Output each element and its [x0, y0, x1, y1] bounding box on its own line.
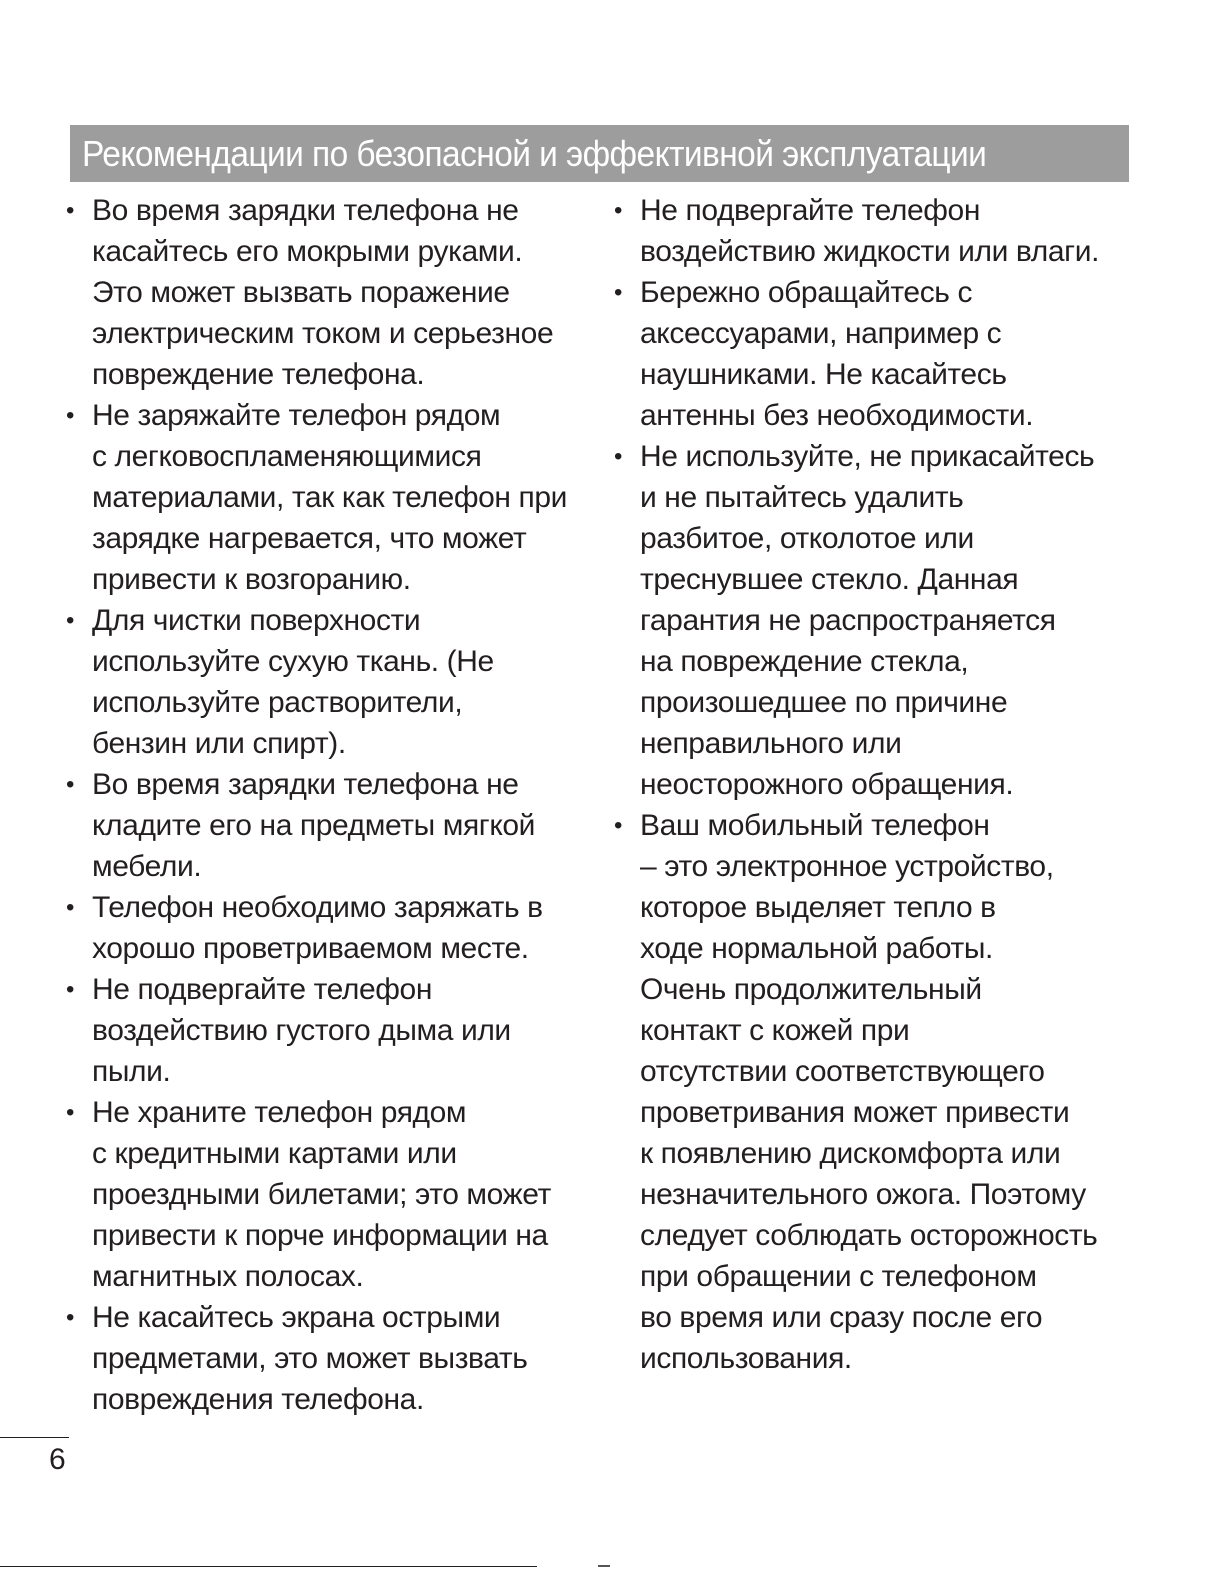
trim-mark	[598, 1565, 610, 1567]
list-item	[614, 436, 1134, 805]
list-item-text: Во время зарядки телефона не касайтесь его мокрыми руками. Это может вызвать поражение электрическим током и серьезное повреждение телефона.	[92, 194, 554, 391]
left-column-list	[66, 190, 591, 1420]
list-item	[66, 600, 591, 764]
list-item	[66, 1297, 591, 1420]
bullet-icon: •	[66, 771, 75, 798]
page-number: 6	[49, 1443, 66, 1476]
list-item	[614, 190, 1134, 272]
bullet-icon: •	[614, 197, 623, 224]
list-item-text: Не подвергайте телефон воздействию жидкости или влаги.	[640, 194, 1100, 268]
list-item	[66, 1092, 591, 1297]
list-item-text: Не касайтесь экрана острыми предметами, это может вызвать повреждения телефона.	[92, 1301, 528, 1416]
bullet-icon: •	[66, 1304, 75, 1331]
list-item	[66, 764, 591, 887]
bullet-icon: •	[614, 812, 623, 839]
bullet-icon: •	[66, 894, 75, 921]
list-item-text: Бережно обращайтесь с аксессуарами, например с наушниками. Не касайтесь антенны без необходимости.	[640, 276, 1034, 432]
list-item-text: Ваш мобильный телефон – это электронное устройство, которое выделяет тепло в ходе нормальной работы. Очень продолжительный контакт с кожей при отсутствии соответствующего проветривания может привести к появлению дискомфорта или незначительного ожога. Поэтому следует соблюдать осторожность при обращении с телефоном во время или сразу после его использования.	[640, 809, 1098, 1375]
list-item-text: Телефон необходимо заряжать в хорошо проветриваемом месте.	[92, 891, 543, 965]
list-item-text: Не храните телефон рядом с кредитными картами или проездными билетами; это может привести к порче информации на магнитных полосах.	[92, 1096, 551, 1293]
bullet-icon: •	[66, 976, 75, 1003]
section-title: Рекомендации по безопасной и эффективной эксплуатации	[82, 132, 987, 174]
trim-line-divider	[0, 1566, 537, 1567]
bullet-icon: •	[66, 607, 75, 634]
list-item	[66, 887, 591, 969]
list-item-text: Не подвергайте телефон воздействию густого дыма или пыли.	[92, 973, 511, 1088]
bullet-icon: •	[66, 402, 75, 429]
list-item-text: Не заряжайте телефон рядом с легковоспламеняющимися материалами, так как телефон при зарядке нагревается, что может привести к возгоранию.	[92, 399, 568, 596]
list-item	[614, 272, 1134, 436]
list-item	[66, 395, 591, 600]
section-title-bar	[70, 125, 1129, 182]
footer-divider	[0, 1437, 69, 1438]
list-item	[66, 190, 591, 395]
bullet-icon: •	[66, 197, 75, 224]
list-item	[66, 969, 591, 1092]
bullet-icon: •	[614, 279, 623, 306]
list-item-text: Для чистки поверхности используйте сухую ткань. (Не используйте растворители, бензин или спирт).	[92, 604, 494, 760]
list-item-text: Не используйте, не прикасайтесь и не пытайтесь удалить разбитое, отколотое или треснувшее стекло. Данная гарантия не распространяется на повреждение стекла, произошедшее по причине неправильного или неосторожного обращения.	[640, 440, 1095, 801]
bullet-icon: •	[614, 443, 623, 470]
right-column-list	[614, 190, 1134, 1379]
list-item-text: Во время зарядки телефона не кладите его на предметы мягкой мебели.	[92, 768, 536, 883]
bullet-icon: •	[66, 1099, 75, 1126]
list-item	[614, 805, 1134, 1379]
